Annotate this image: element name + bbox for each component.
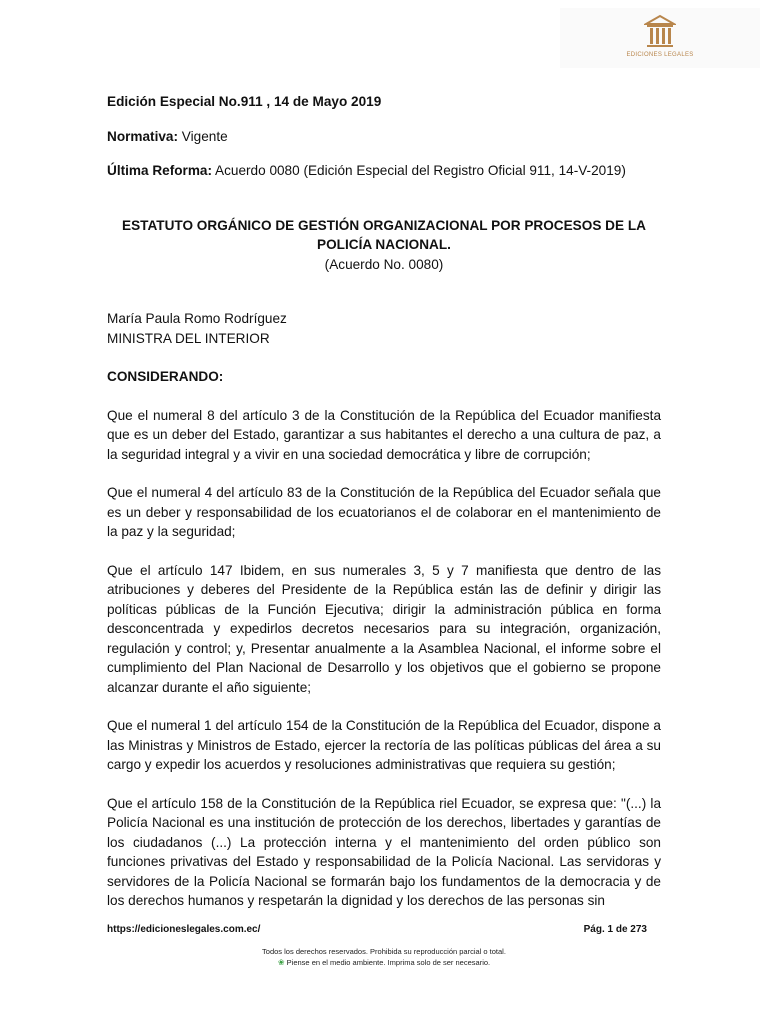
- author-name: María Paula Romo Rodríguez: [107, 311, 287, 326]
- paragraph: Que el numeral 4 del artículo 83 de la Constitución de la República del Ecuador señala que es un deber y responsabilidad de los ecuatorianos el de colaborar en el mantenimiento de la paz y la seguridad;: [107, 485, 661, 539]
- paragraph: Que el numeral 1 del artículo 154 de la Constitución de la República del Ecuador, dispone a las Ministras y Ministros de Estado, ejercer la rectoría de las políticas públicas del área a su cargo y expedir los acuerdos y resoluciones administrativas que requiera su gestión;: [107, 718, 661, 772]
- considerando-heading: CONSIDERANDO:: [107, 369, 224, 384]
- reforma-line: [107, 161, 661, 181]
- normativa-value: Vigente: [181, 128, 228, 144]
- document-title: ESTATUTO ORGÁNICO DE GESTIÓN ORGANIZACIONAL POR PROCESOS DE LA POLICÍA NACIONAL.: [122, 217, 646, 252]
- reforma-label: Última Reforma:: [107, 163, 212, 178]
- paragraph: Que el artículo 147 Ibidem, en sus numerales 3, 5 y 7 manifiesta que dentro de las atribuciones y deberes del Presidente de la República están las de definir y dirigir las políticas públicas de la Función Ejecutiva; dirigir la administración pública en forma desconcentrada y expedirlos decretos necesarios para su integración, organización, regulación y control; y, Presentar anualmente a la Asamblea Nacional, el informe sobre el cumplimiento del Plan Nacional de Desarrollo y los objetivos que el gobierno se propone alcanzar durante el año siguiente;: [107, 562, 661, 695]
- paragraph: Que el artículo 158 de la Constitución de la República riel Ecuador, se expresa que: "(...) la Policía Nacional es una institución de protección de los derechos, libertades y garantías de los ciudadanos (...) La protección interna y el mantenimiento del orden público son funciones privativas del Estado y responsabilidad de la Policía Nacional. Las servidoras y servidores de la Policía Nacional se formarán bajo los fundamentos de la democracia y de los derechos humanos y respetarán la dignidad y los derechos de las personas sin: [107, 795, 661, 908]
- reforma-value: Acuerdo 0080 (Edición Especial del Registro Oficial 911, 14-V-2019): [215, 163, 626, 178]
- normativa-line: [107, 127, 661, 147]
- document-subtitle: (Acuerdo No. 0080): [324, 256, 444, 272]
- edition-text: Edición Especial No.911 , 14 de Mayo 2019: [107, 94, 382, 109]
- rights-text: Todos los derechos reservados. Prohibida su reproducción parcial o total.: [262, 947, 506, 956]
- author-block: [107, 309, 661, 348]
- title-block: [107, 216, 661, 275]
- logo-text: EDICIONES LEGALES: [626, 52, 694, 58]
- author-position: MINISTRA DEL INTERIOR: [107, 330, 270, 346]
- edition-line: [107, 92, 661, 112]
- columns-building-icon: [644, 14, 676, 50]
- page-number: Pág. 1 de 273: [583, 924, 647, 935]
- normativa-label: Normativa:: [107, 128, 179, 144]
- rights-notice: [178, 946, 590, 968]
- document-body: [107, 92, 661, 911]
- leaf-icon: ❀: [277, 958, 285, 967]
- footer-url-link[interactable]: https://edicioneslegales.com.ec/: [107, 924, 261, 935]
- environment-line: [178, 957, 590, 968]
- environment-text: Piense en el medio ambiente. Imprima solo de ser necesario.: [286, 958, 491, 967]
- paragraph: Que el numeral 8 del artículo 3 de la Constitución de la República del Ecuador manifiesta que es un deber del Estado, garantizar a sus habitantes el derecho a una cultura de paz, a la seguridad integral y a vivir en una sociedad democrática y libre de corrupción;: [107, 407, 661, 462]
- publisher-logo: [560, 8, 760, 68]
